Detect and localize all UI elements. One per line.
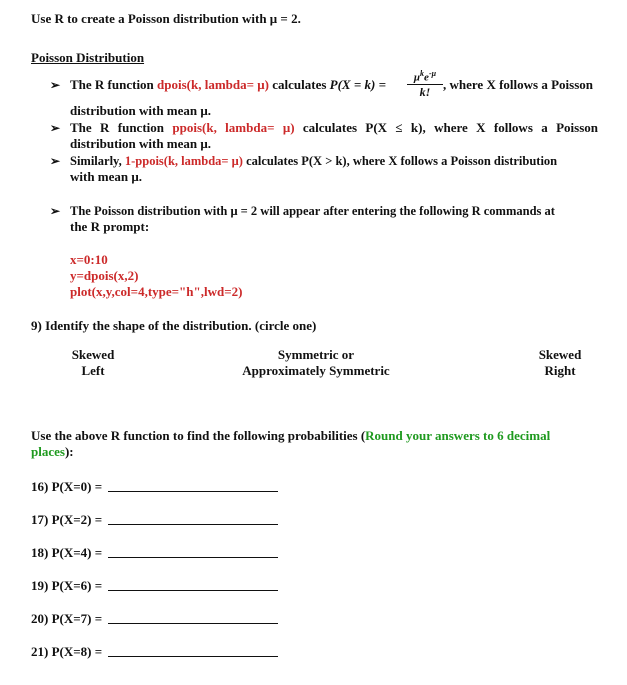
- r-code-line: x=0:10: [70, 252, 108, 267]
- formula-denominator: k!: [419, 84, 431, 99]
- answer-blank-20[interactable]: [108, 623, 278, 624]
- bullet-2-line-2: distribution with mean μ.: [70, 136, 212, 151]
- bullet-arrow-icon: ➢: [50, 78, 61, 92]
- question-20: 20) P(X=7) =: [31, 611, 103, 626]
- choice-skewed-left[interactable]: [62, 347, 124, 379]
- choice-symmetric[interactable]: [226, 347, 406, 379]
- choice-symmetric-line-1: Symmetric or: [277, 347, 355, 362]
- bullet-4-line-1: The Poisson distribution with μ = 2 will appear after entering the following R commands at: [70, 204, 555, 218]
- bullet-2-func: ppois(k, lambda= μ): [172, 120, 295, 135]
- section-title: Poisson Distribution: [31, 50, 145, 65]
- answer-blank-18[interactable]: [108, 557, 278, 558]
- choice-skewed-left-line-2: Left: [81, 363, 105, 378]
- bullet-2-line-1: [70, 120, 598, 136]
- question-18: 18) P(X=4) =: [31, 545, 103, 560]
- choice-skewed-right-line-1: Skewed: [538, 347, 582, 362]
- bullet-3-func: 1-ppois(k, lambda= μ): [124, 154, 243, 168]
- bullet-1-post: , where X follows a Poisson: [443, 77, 593, 92]
- bullet-3-line-2: with mean μ.: [70, 169, 143, 184]
- instruction-line-1: [31, 428, 597, 444]
- choice-skewed-left-line-1: Skewed: [71, 347, 115, 362]
- instruction-places: places: [31, 444, 65, 459]
- bullet-4-line-2: the R prompt:: [70, 219, 150, 234]
- bullet-arrow-icon: ➢: [50, 154, 61, 168]
- choice-symmetric-line-2: Approximately Symmetric: [242, 363, 390, 378]
- intro-text: Use R to create a Poisson distribution with μ = 2.: [31, 11, 301, 26]
- formula-numerator: $\mu^ke^{-\mu}$: [407, 68, 443, 85]
- instruction-pre: Use the above R function to find the following probabilities (: [31, 428, 366, 443]
- instruction-line-2: [31, 444, 74, 460]
- choice-skewed-right[interactable]: [528, 347, 592, 379]
- bullet-1-expression: P(X = k) =: [329, 77, 386, 92]
- bullet-1-line-2: distribution with mean μ.: [70, 103, 212, 118]
- bullet-2-pre: The R function: [70, 120, 173, 135]
- bullet-1-mid: calculates: [269, 77, 330, 92]
- bullet-arrow-icon: ➢: [50, 121, 61, 135]
- answer-blank-16[interactable]: [108, 491, 278, 492]
- bullet-3-post: calculates P(X > k), where X follows a Poisson distribution: [242, 154, 558, 168]
- instruction-post: ):: [64, 444, 74, 459]
- bullet-arrow-icon: ➢: [50, 204, 61, 218]
- bullet-3-pre: Similarly,: [70, 154, 125, 168]
- question-19: 19) P(X=6) =: [31, 578, 103, 593]
- answer-blank-21[interactable]: [108, 656, 278, 657]
- bullet-3-line-1: [70, 153, 598, 169]
- question-9: 9) Identify the shape of the distribution. (circle one): [31, 318, 317, 333]
- answer-blank-19[interactable]: [108, 590, 278, 591]
- r-code-line: plot(x,y,col=4,type="h",lwd=2): [70, 284, 243, 299]
- question-16: 16) P(X=0) =: [31, 479, 103, 494]
- r-code-block: [70, 252, 242, 300]
- bullet-1-pre: The R function: [70, 77, 158, 92]
- question-21: 21) P(X=8) =: [31, 644, 103, 659]
- question-17: 17) P(X=2) =: [31, 512, 103, 527]
- instruction-round-note: Round your answers to 6 decimal: [365, 428, 551, 443]
- choice-skewed-right-line-2: Right: [544, 363, 576, 378]
- answer-blank-17[interactable]: [108, 524, 278, 525]
- r-code-line: y=dpois(x,2): [70, 268, 139, 283]
- formula-fraction: [407, 68, 443, 99]
- bullet-2-post: calculates P(X ≤ k), where X follows a Poisson: [294, 120, 598, 135]
- bullet-1-func: dpois(k, lambda= μ): [157, 77, 269, 92]
